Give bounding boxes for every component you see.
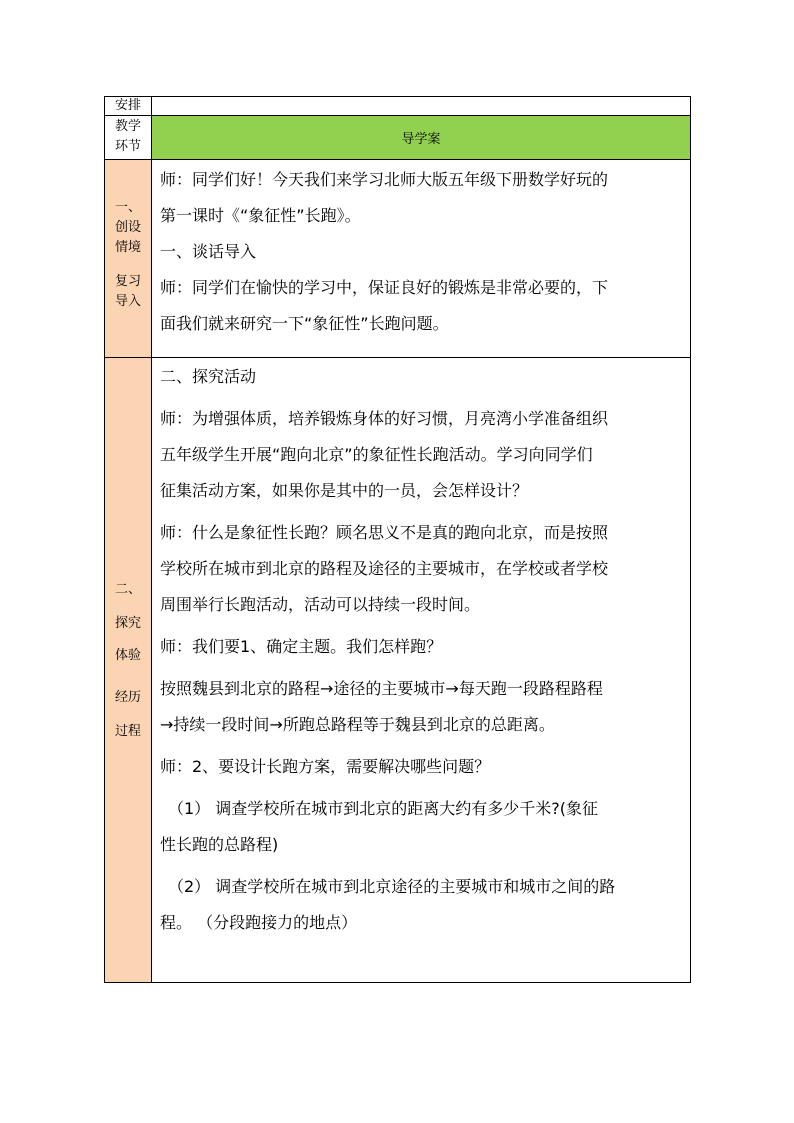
guide-plan-header: 导学案	[152, 116, 691, 160]
paragraph-line: 学校所在城市到北京的路程及途径的主要城市，在学校或者学校	[160, 559, 609, 578]
side-label-line: 情境	[114, 240, 141, 255]
paragraph-line: 五年级学生开展“跑向北京”的象征性长跑活动。学习向同学们	[160, 445, 593, 464]
paragraph-line: 第一课时《“象征性”长跑》。	[160, 206, 361, 225]
paragraph-line: 征集活动方案，如果你是其中的一员，会怎样设计？	[160, 481, 529, 500]
side-label-line: 复习	[114, 274, 141, 289]
paragraph-line: 师：我们要1、确定主题。我们怎样跑？	[160, 637, 443, 656]
section-row-1	[105, 160, 691, 358]
paragraph-line: 师：2、要设计长跑方案，需要解决哪些问题？	[160, 757, 491, 776]
arrangement-label: 安排	[105, 97, 152, 116]
section-row-2	[105, 358, 691, 983]
side-label-line	[105, 666, 151, 688]
paragraph-line: 面我们就来研究一下“象征性”长跑问题。	[160, 314, 449, 333]
header-label-line: 环节	[114, 139, 141, 154]
side-label-line: 二、	[114, 582, 141, 597]
paragraph-line: 师：同学们在愉快的学习中，保证良好的锻炼是非常必要的，下	[160, 278, 609, 297]
paragraph-line: 师：为增强体质，培养锻炼身体的好习惯，月亮湾小学准备组织	[160, 409, 609, 428]
section-1-content	[152, 160, 691, 358]
paragraph-line: 二、探究活动	[160, 367, 257, 386]
paragraph-line: 师：同学们好！今天我们来学习北师大版五年级下册数学好玩的	[160, 170, 609, 189]
header-row	[105, 116, 691, 160]
paragraph-line: 周围举行长跑活动，活动可以持续一段时间。	[160, 595, 481, 614]
paragraph-line: 按照魏县到北京的路程→途径的主要城市→每天跑一段路程路程	[160, 679, 603, 698]
side-label-line: 探究	[114, 616, 141, 631]
paragraph-line: 程。 （分段跑接力的地点）	[160, 913, 358, 932]
side-label-line: 经历	[114, 690, 141, 705]
teaching-stage-header	[105, 116, 152, 160]
side-label-line: 过程	[114, 724, 141, 739]
paragraph-line: （2） 调查学校所在城市到北京途径的主要城市和城市之间的路	[168, 877, 616, 896]
side-label-line	[105, 258, 151, 272]
side-label-line: 创设	[114, 220, 141, 235]
section-2-content	[152, 358, 691, 983]
paragraph-line: 师：什么是象征性长跑？顾名思义不是真的跑向北京，而是按照	[160, 523, 609, 542]
section-1-label	[105, 160, 152, 358]
arrangement-value	[152, 97, 691, 116]
side-label-line: 导入	[114, 294, 141, 309]
paragraph-line: →持续一段时间→所跑总路程等于魏县到北京的总距离。	[160, 715, 555, 734]
paragraph-line: （1） 调查学校所在城市到北京的距离大约有多少千米?(象征	[168, 799, 599, 818]
table-row	[105, 97, 691, 116]
lesson-plan-table	[104, 96, 691, 983]
paragraph-line: 一、谈话导入	[160, 242, 257, 261]
side-label-line: 一、	[114, 200, 141, 215]
side-label-line: 体验	[114, 648, 141, 663]
paragraph-line: 性长跑的总路程)	[160, 835, 279, 854]
section-2-label	[105, 358, 152, 983]
header-label-line: 教学	[114, 119, 141, 134]
